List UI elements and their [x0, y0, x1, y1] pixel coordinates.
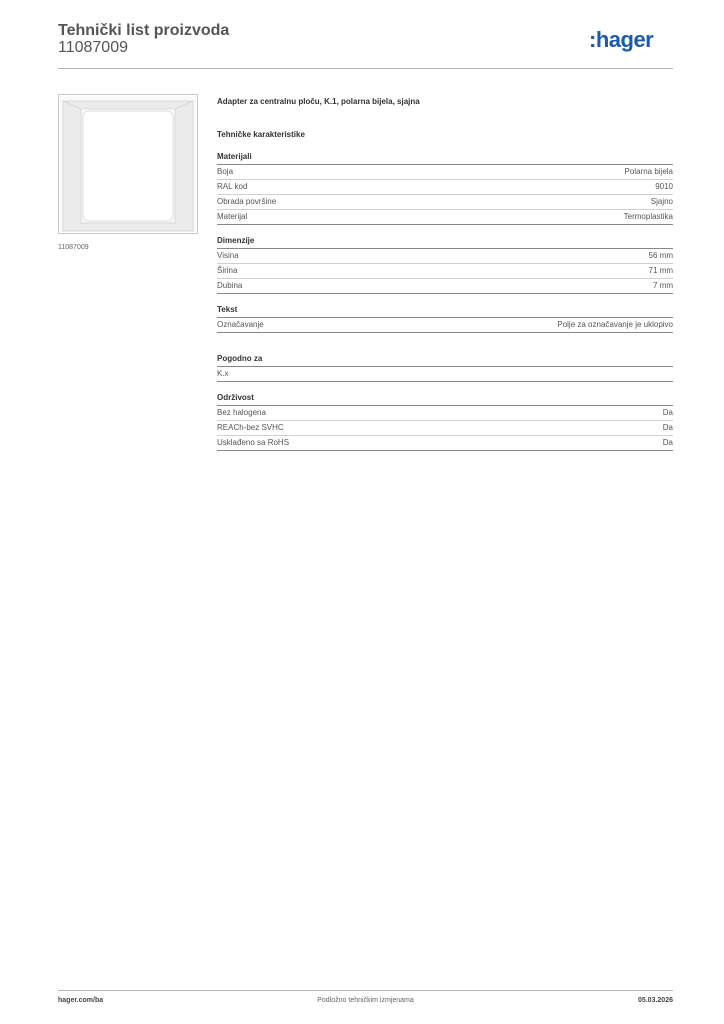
spec-label: Materijal [217, 212, 248, 221]
footer-divider [58, 990, 673, 991]
spec-value: Da [662, 423, 673, 432]
spec-row [217, 367, 673, 382]
spec-label: Visina [217, 251, 239, 260]
spec-row [217, 210, 673, 225]
spec-label: Obrada površine [217, 197, 277, 206]
spec-row [217, 180, 673, 195]
product-description: Adapter za centralnu ploču, K.1, polarna bijela, sjajna [217, 97, 420, 106]
spec-label: RAL kod [217, 182, 248, 191]
image-caption: 11087009 [58, 244, 89, 251]
spec-row [217, 264, 673, 279]
spec-value: Da [662, 408, 673, 417]
spec-value: 56 mm [648, 251, 673, 260]
spec-value: 7 mm [653, 281, 673, 290]
spec-label: Dubina [217, 281, 243, 290]
page-header [58, 20, 673, 68]
spec-label: Usklađeno sa RoHS [217, 438, 290, 447]
footer-website-link[interactable]: hager.com/ba [58, 997, 104, 1004]
spec-label: Bez halogena [217, 408, 266, 417]
spec-label: Označavanje [217, 320, 264, 329]
spec-row [217, 165, 673, 180]
spec-value: Polarna bijela [624, 167, 673, 176]
spec-label: REACh-bez SVHC [217, 423, 284, 432]
spec-row [217, 195, 673, 210]
spec-row [217, 249, 673, 264]
spec-row [217, 279, 673, 294]
section-title: Dimenzije [217, 235, 673, 249]
section-text [217, 304, 673, 333]
spec-value: 71 mm [648, 266, 673, 275]
spec-value: Polje za označavanje je uklopivo [557, 320, 673, 329]
spec-label: K.x [217, 369, 229, 378]
hager-logo [589, 26, 671, 52]
spec-label: Boja [217, 167, 234, 176]
spec-content [217, 96, 673, 451]
frame-picture [59, 95, 197, 233]
header-divider [58, 68, 673, 69]
spec-row [217, 436, 673, 451]
section-dimensions [217, 235, 673, 294]
section-suitable-for [217, 353, 673, 382]
document-title: Tehnički list proizvoda [58, 22, 230, 39]
spec-row [217, 421, 673, 436]
section-title: Pogodno za [217, 353, 673, 367]
spec-label: Širina [217, 266, 238, 275]
logo-text: :hager [589, 27, 654, 52]
section-sustainability [217, 392, 673, 451]
spec-value: 9010 [655, 182, 673, 191]
section-title: Tekst [217, 304, 673, 318]
spec-heading: Tehničke karakteristike [217, 130, 305, 139]
footer-date: 05.03.2026 [637, 997, 673, 1004]
product-code: 11087009 [58, 39, 128, 56]
spec-row [217, 318, 673, 333]
spec-value: Termoplastika [623, 212, 673, 221]
section-title: Materijali [217, 151, 673, 165]
section-title: Održivost [217, 392, 673, 406]
product-image [58, 94, 198, 234]
footer-notice: Podložno tehničkim izmjenama [317, 997, 414, 1004]
page-footer [58, 997, 673, 1009]
spec-value: Da [662, 438, 673, 447]
section-materials [217, 151, 673, 225]
spec-value: Sjajno [650, 197, 673, 206]
spec-row [217, 406, 673, 421]
